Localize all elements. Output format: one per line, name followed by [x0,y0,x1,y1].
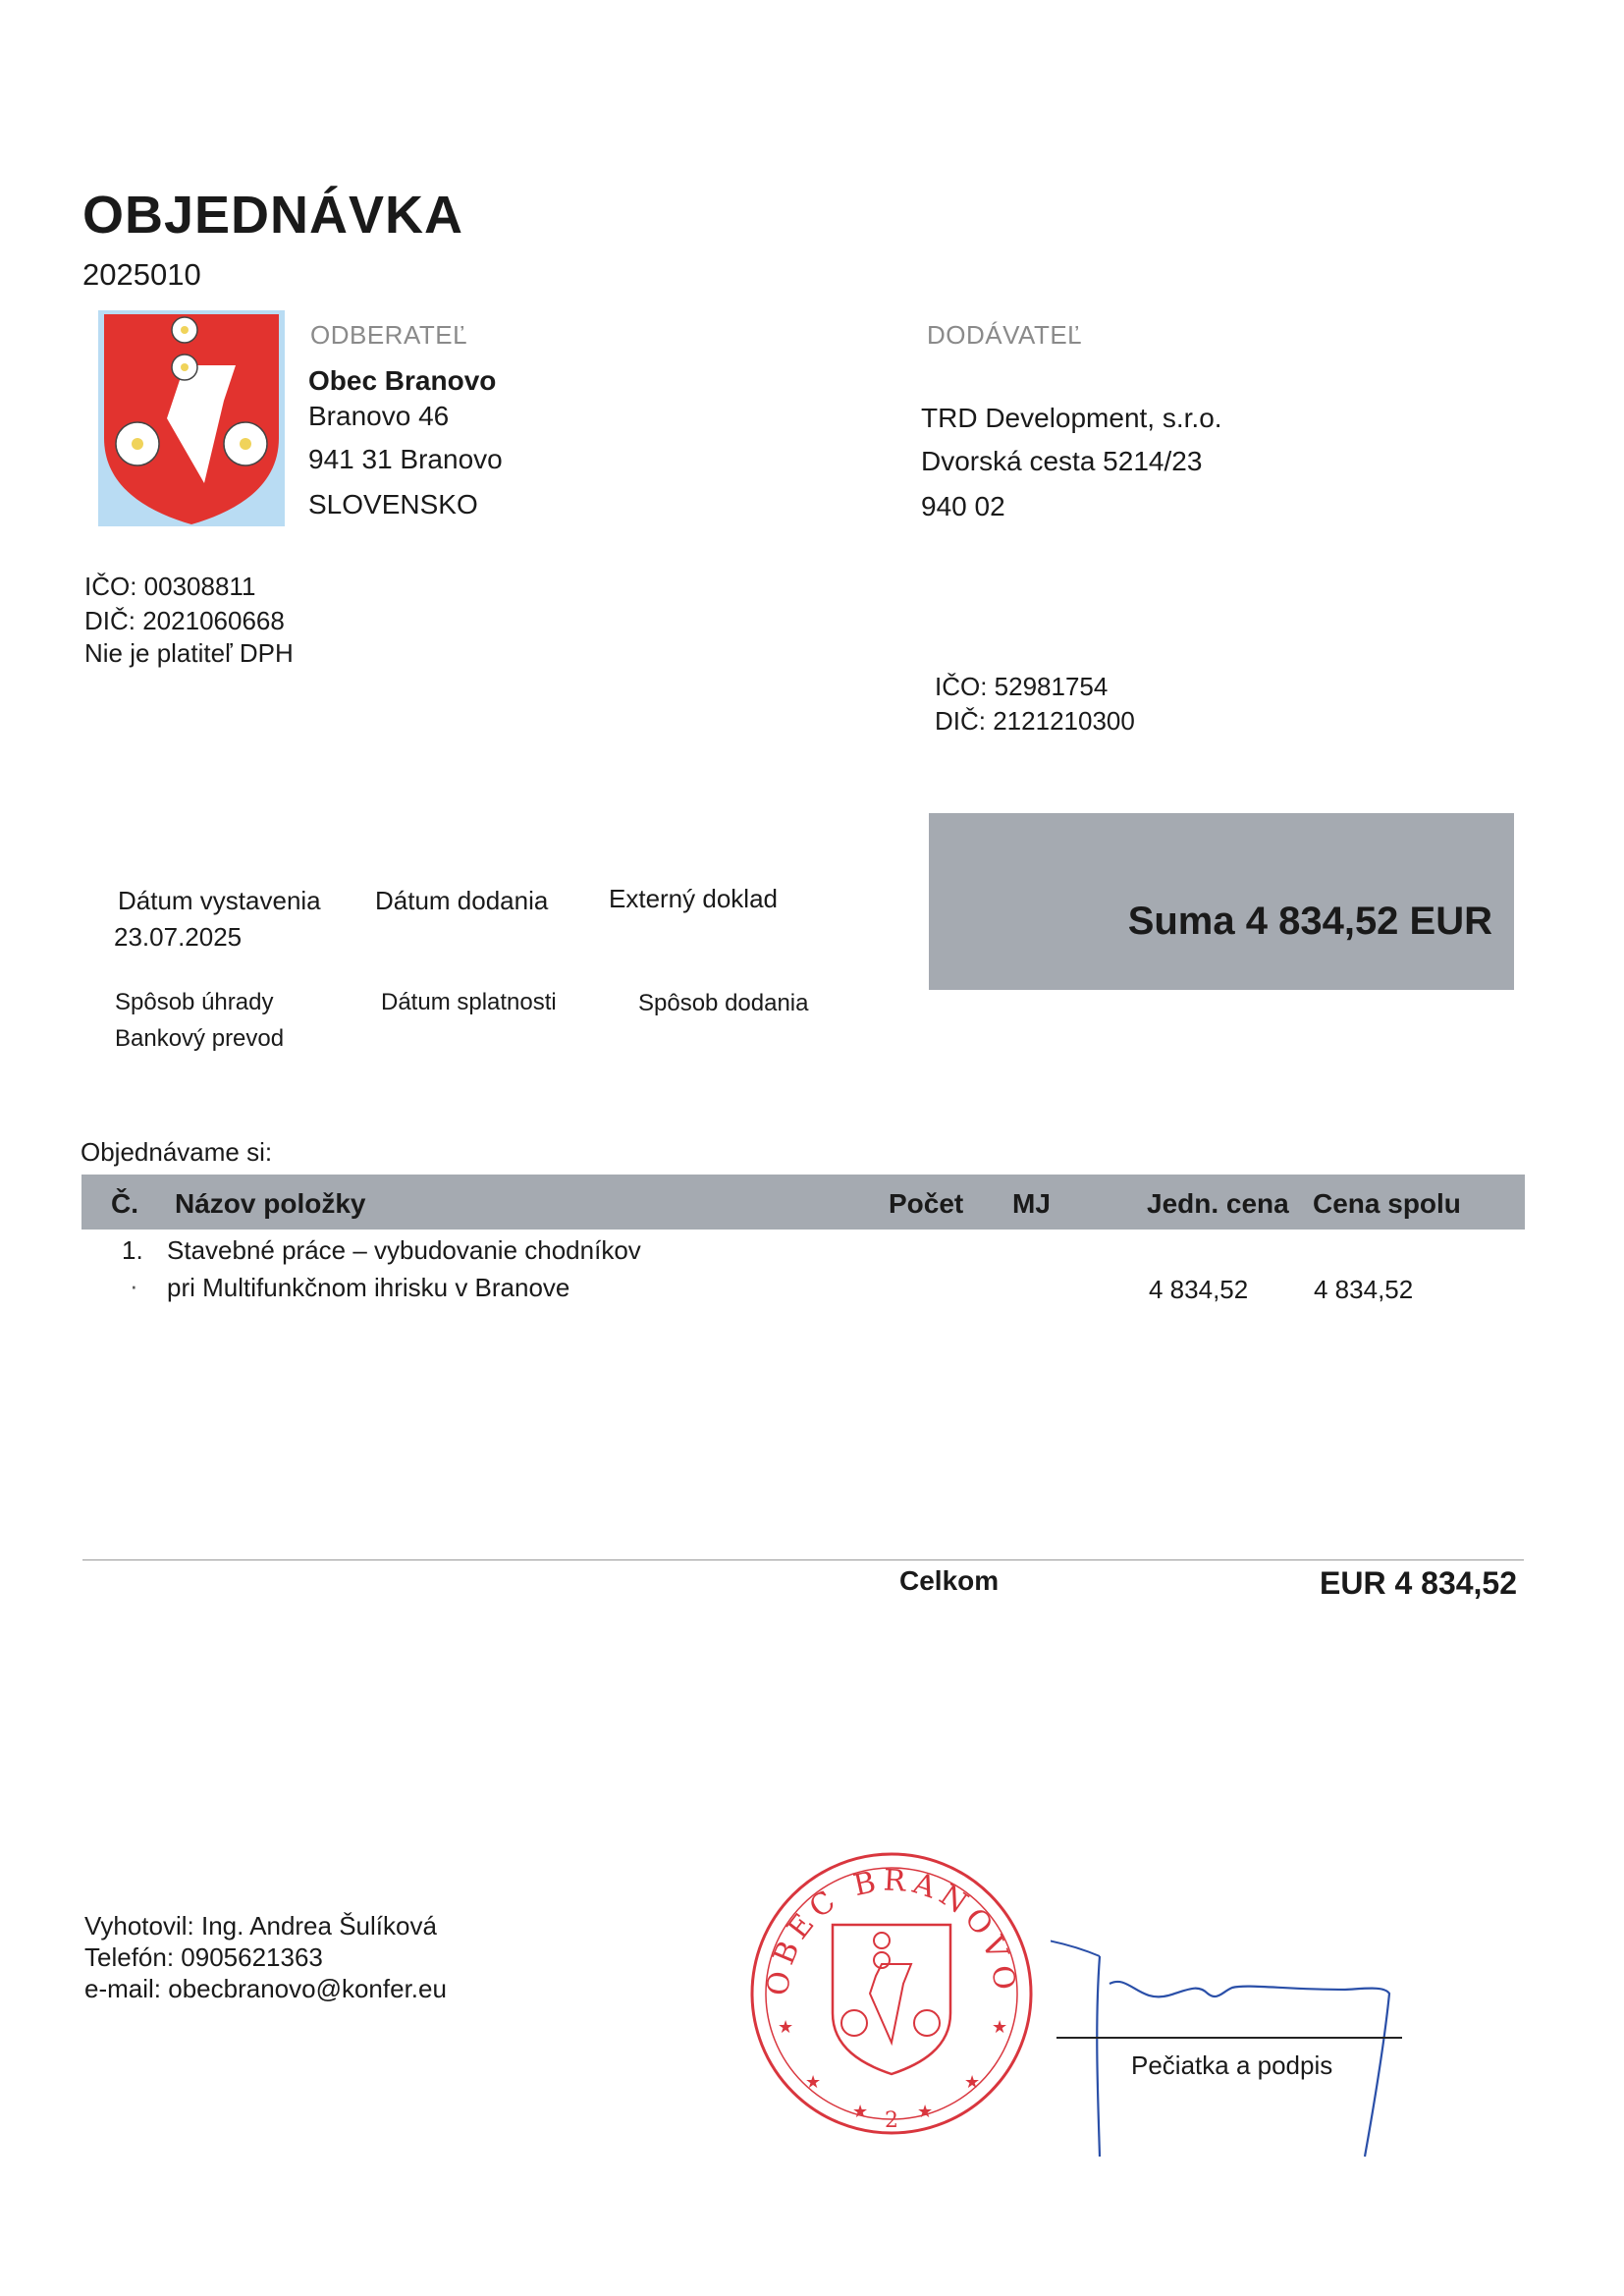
buyer-street: Branovo 46 [308,401,450,431]
issue-date-label: Dátum vystavenia [118,886,321,915]
row-bullet: · [130,1271,138,1300]
coat-of-arms-image [98,310,285,526]
delivery-date-label: Dátum dodania [375,886,549,915]
supplier-zip: 940 02 [921,491,1005,521]
svg-text:★: ★ [778,2017,794,2038]
svg-text:★: ★ [964,2072,981,2093]
seal-text: OBEC BRANOVO [761,1863,1022,1997]
totals-divider [82,1559,1524,1560]
payment-method-value: Bankový prevod [115,1025,285,1052]
document-number: 2025010 [82,257,201,292]
svg-text:★: ★ [917,2102,934,2122]
row-number: 1. [122,1235,143,1265]
row-unit-price: 4 834,52 [1149,1275,1249,1304]
buyer-country: SLOVENSKO [308,489,478,519]
contact-phone: Telefón: 0905621363 [84,1942,323,1972]
stamp-caption: Pečiatka a podpis [1131,2050,1333,2080]
supplier-dic: DIČ: 2121210300 [935,706,1135,736]
summary-total: Suma 4 834,52 EUR [1127,900,1492,943]
document-title: OBJEDNÁVKA [82,186,464,245]
summary-box [929,813,1514,990]
col-no-header: Č. [111,1188,138,1219]
row-name-line1: Stavebné práce – vybudovanie chodníkov [167,1235,641,1265]
seal-number: 2 [885,2108,898,2133]
buyer-city: 941 31 Branovo [308,444,503,474]
col-qty-header: Počet [889,1188,964,1219]
col-unit-header: MJ [1012,1188,1051,1219]
total-label: Celkom [899,1565,1000,1596]
buyer-name: Obec Branovo [308,365,497,396]
external-doc-label: Externý doklad [609,884,778,913]
due-date-label: Dátum splatnosti [381,989,557,1015]
total-value: EUR 4 834,52 [1320,1565,1518,1601]
delivery-method-label: Spôsob dodania [638,990,809,1016]
payment-method-label: Spôsob úhrady [115,989,274,1015]
buyer-label: ODBERATEĽ [310,320,468,350]
svg-text:★: ★ [805,2072,822,2093]
buyer-dic: DIČ: 2021060668 [84,606,285,635]
col-name-header: Názov položky [175,1188,366,1219]
col-total-header: Cena spolu [1313,1188,1461,1219]
prepared-by: Vyhotovil: Ing. Andrea Šulíková [84,1911,437,1941]
signature-line [1056,2037,1402,2039]
svg-text:★: ★ [992,2017,1008,2038]
contact-email: e-mail: obecbranovo@konfer.eu [84,1974,447,2003]
supplier-name: TRD Development, s.r.o. [921,403,1222,433]
buyer-ico: IČO: 00308811 [84,572,256,601]
buyer-vat-note: Nie je platiteľ DPH [84,638,294,668]
row-total: 4 834,52 [1314,1275,1414,1304]
signature-scribble [1051,1925,1463,2170]
col-unit-price-header: Jedn. cena [1147,1188,1289,1219]
row-name-line2: pri Multifunkčnom ihrisku v Branove [167,1273,570,1302]
supplier-street: Dvorská cesta 5214/23 [921,446,1203,476]
items-table-header [81,1175,1525,1230]
svg-text:★: ★ [852,2102,869,2122]
issue-date-value: 23.07.2025 [114,922,243,952]
supplier-label: DODÁVATEĽ [927,320,1083,350]
items-intro: Objednávame si: [81,1137,273,1167]
svg-text:OBEC BRANOVO [761,1863,1022,1997]
official-seal-stamp [744,1846,1039,2141]
supplier-ico: IČO: 52981754 [935,672,1109,701]
